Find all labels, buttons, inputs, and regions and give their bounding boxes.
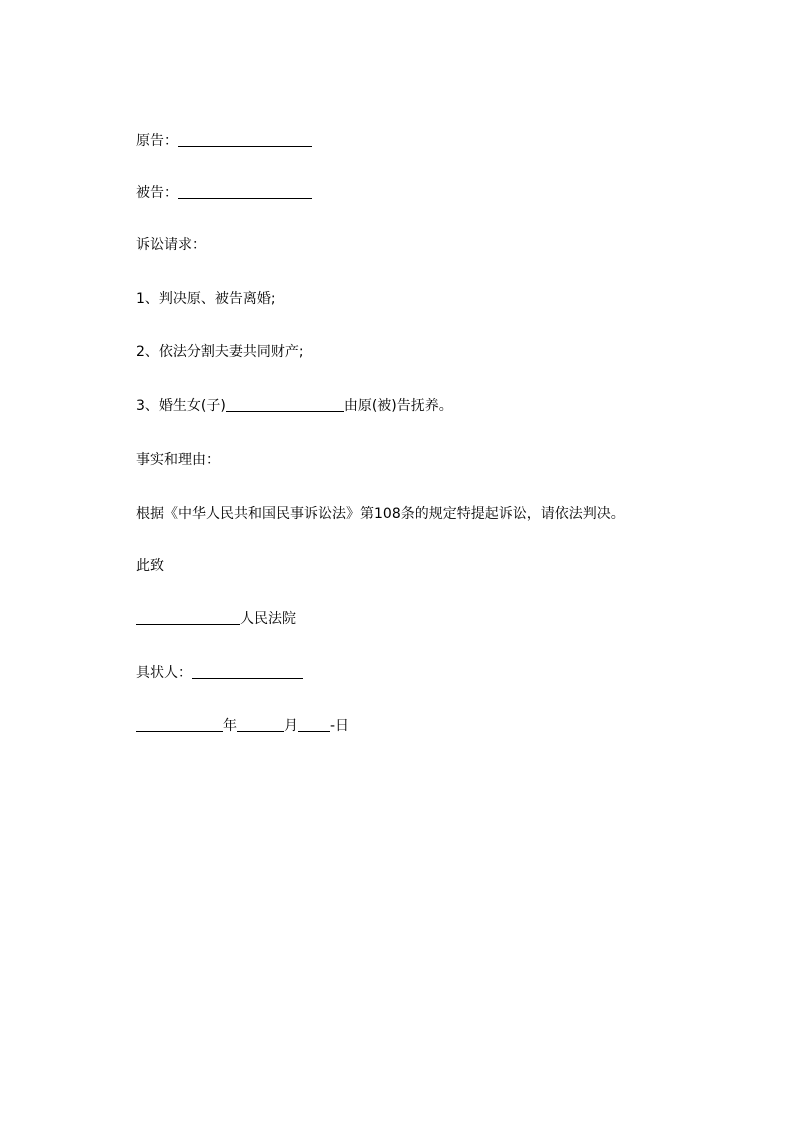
signer-line: [136, 663, 303, 683]
month-blank: [237, 717, 284, 732]
legal-basis-paragraph: 根据《中华人民共和国民事诉讼法》第108条的规定特提起诉讼，请依法判决。: [136, 506, 625, 522]
child-name-blank: [226, 397, 344, 412]
claim-3-prefix: 3、婚生女(子): [136, 398, 226, 414]
day-label: -日: [330, 718, 350, 734]
defendant-line: [136, 183, 312, 203]
signer-blank: [192, 664, 303, 679]
plaintiff-blank: [178, 132, 312, 147]
year-blank: [136, 717, 223, 732]
facts-heading: 事实和理由：: [136, 452, 220, 468]
salutation: 此致: [136, 558, 164, 574]
claim-item-3: [136, 396, 453, 416]
date-line: [136, 716, 349, 736]
court-suffix: 人民法院: [240, 611, 296, 627]
claims-heading: 诉讼请求：: [136, 237, 206, 253]
plaintiff-label: 原告：: [136, 133, 178, 149]
court-name-blank: [136, 610, 240, 625]
claim-3-suffix: 由原(被)告抚养。: [343, 398, 453, 414]
signer-label: 具状人：: [136, 665, 192, 681]
year-label: 年: [223, 718, 237, 734]
plaintiff-line: [136, 131, 312, 151]
day-blank: [298, 717, 330, 732]
defendant-label: 被告：: [136, 185, 178, 201]
claim-item-1: 1、判决原、被告离婚;: [136, 291, 276, 307]
claim-item-2: 2、依法分割夫妻共同财产;: [136, 344, 304, 360]
defendant-blank: [178, 184, 312, 199]
court-line: [136, 609, 296, 629]
month-label: 月: [284, 718, 298, 734]
